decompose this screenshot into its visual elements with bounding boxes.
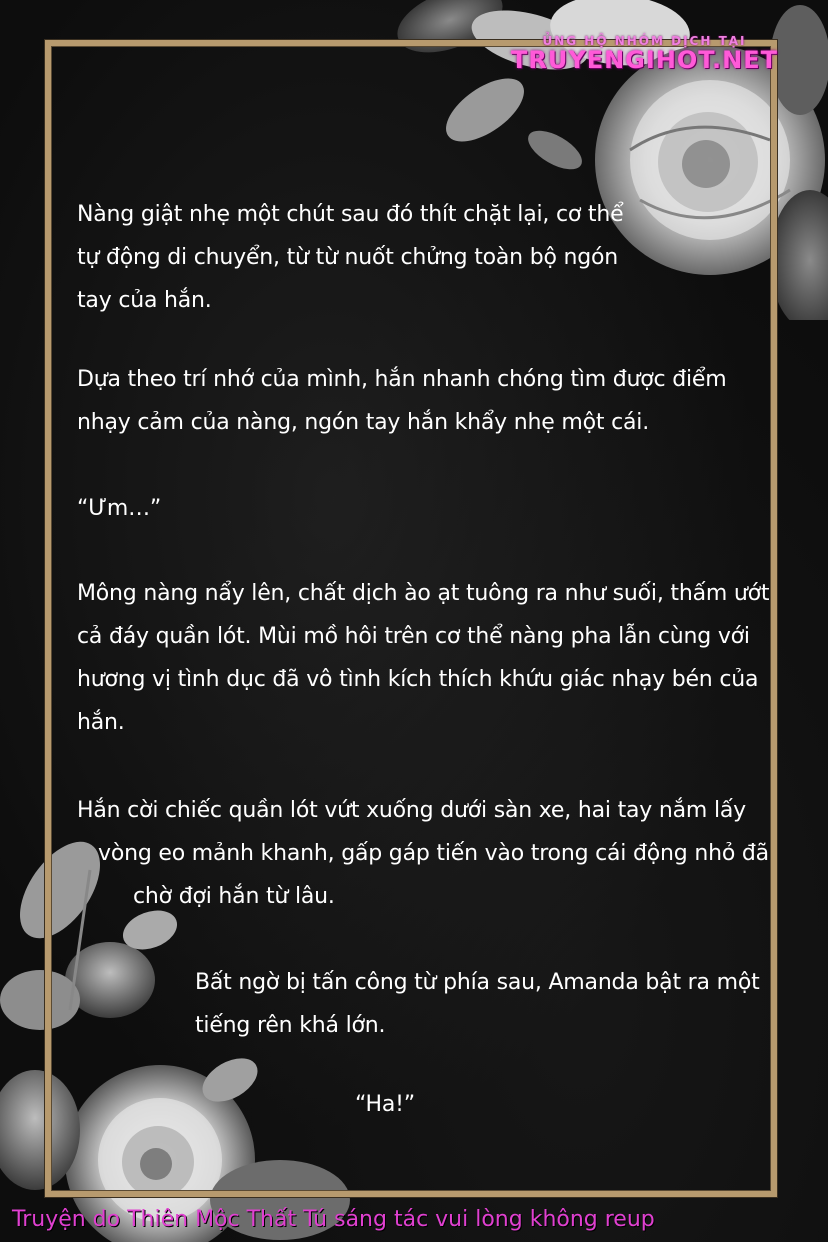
paragraph-7	[355, 1083, 415, 1126]
paragraph-6	[195, 961, 760, 1047]
watermark-site: TRUYENGIHOT.NET	[510, 46, 778, 74]
text-line: Hắn cời chiếc quần lót vứt xuống dưới sàn xe, hai tay nắm lấy	[77, 798, 746, 823]
text-line: tự động di chuyển, từ từ nuốt chửng toàn bộ ngón	[77, 245, 619, 270]
text-line: hương vị tình dục đã vô tình kích thích khứu giác nhạy bén của	[77, 667, 759, 692]
text-line: cả đáy quần lót. Mùi mồ hôi trên cơ thể nàng pha lẫn cùng với	[77, 624, 750, 649]
paragraph-2	[77, 358, 726, 444]
text-line: “Ưm…”	[77, 496, 162, 521]
credit-line: Truyện do Thiên Mộc Thất Tú sáng tác vui lòng không reup	[12, 1207, 655, 1232]
paragraph-3	[77, 487, 161, 530]
watermark-top-line: ỦNG HỘ NHÓM DỊCH TẠI	[542, 34, 747, 48]
text-line: hắn.	[77, 710, 125, 735]
text-line: Mông nàng nẩy lên, chất dịch ào ạt tuông ra như suối, thấm ướt	[77, 581, 770, 606]
text-line: tiếng rên khá lớn.	[195, 1013, 386, 1038]
paragraph-5	[77, 789, 769, 918]
paragraph-1	[77, 193, 623, 322]
text-line: tay của hắn.	[77, 288, 212, 313]
text-line: chờ đợi hắn từ lâu.	[133, 884, 335, 909]
text-line: vòng eo mảnh khanh, gấp gáp tiến vào trong cái động nhỏ đã	[98, 841, 769, 866]
text-line: Dựa theo trí nhớ của mình, hắn nhanh chóng tìm được điểm	[77, 367, 727, 392]
paragraph-4	[77, 572, 769, 744]
text-line: Nàng giật nhẹ một chút sau đó thít chặt lại, cơ thể	[77, 202, 624, 227]
text-line: nhạy cảm của nàng, ngón tay hắn khẩy nhẹ một cái.	[77, 410, 649, 435]
watermark	[511, 34, 778, 74]
text-line: Bất ngờ bị tấn công từ phía sau, Amanda bật ra một	[195, 970, 760, 995]
text-line: “Ha!”	[355, 1092, 415, 1117]
